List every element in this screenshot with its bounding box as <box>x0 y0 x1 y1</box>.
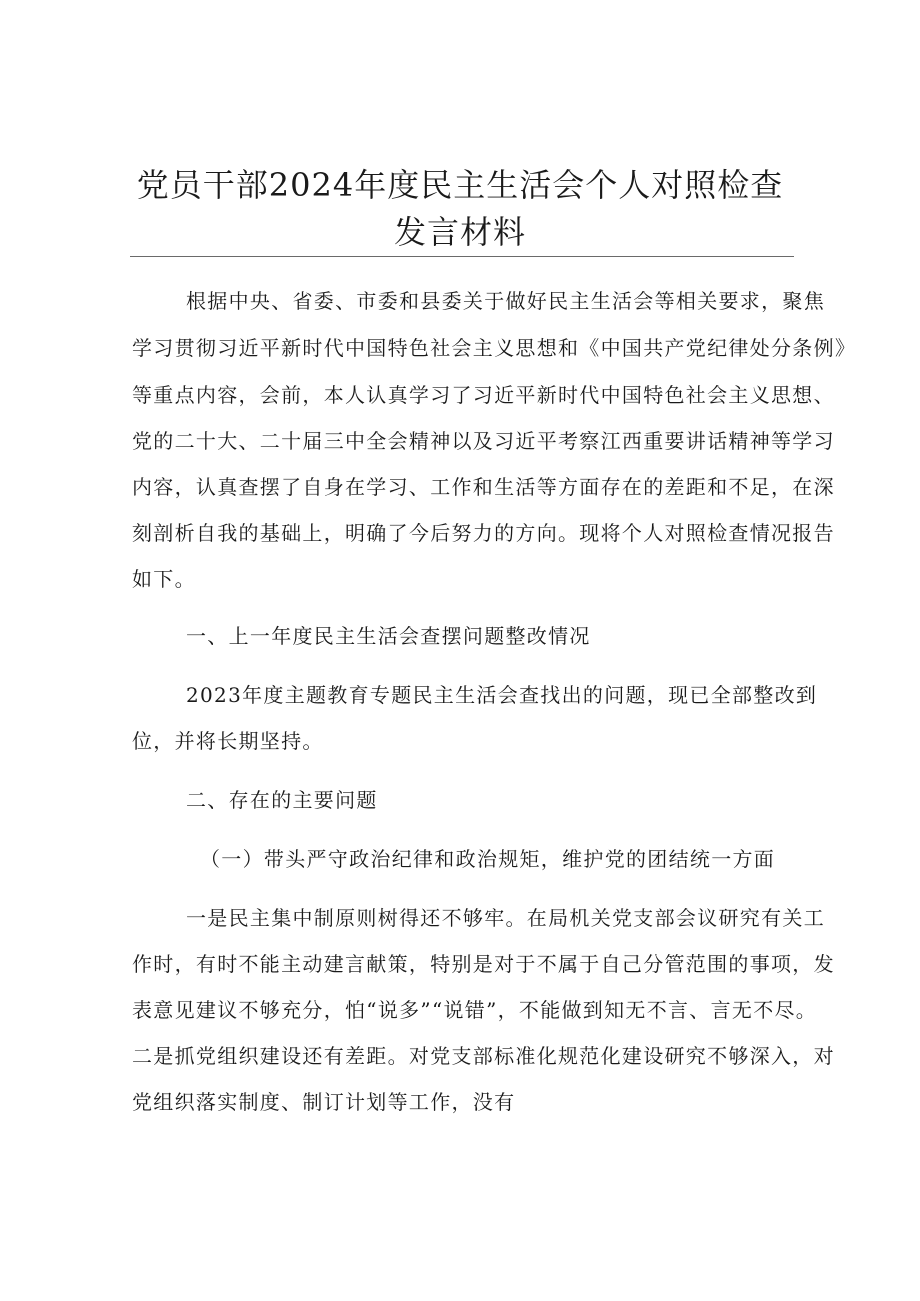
body-line: 刻剖析自我的基础上，明确了今后努力的方向。现将个人对照检查情况报告 <box>132 521 835 545</box>
body-line: 党组织落实制度、制订计划等工作，没有 <box>132 1090 516 1114</box>
subsection-heading-1: （一）带头严守政治纪律和政治规矩，维护党的团结统一方面 <box>200 847 776 871</box>
body-line: 党的二十大、二十届三中全会精神以及习近平考察江西重要讲话精神等学习 <box>132 429 835 453</box>
document-title-line-1: 党员干部2024年度民主生活会个人对照检查 <box>136 166 784 204</box>
body-line: 一是民主集中制原则树得还不够牢。在局机关党支部会议研究有关工 <box>186 906 825 930</box>
section-heading-1: 一、上一年度民主生活会查摆问题整改情况 <box>186 624 591 648</box>
document-title-line-2: 发言材料 <box>393 213 526 251</box>
body-line: 学习贯彻习近平新时代中国特色社会主义思想和《中国共产党纪律处分条例》 <box>132 336 857 360</box>
body-line: 位，并将长期坚持。 <box>132 729 324 753</box>
body-line: 2023年度主题教育专题民主生活会查找出的问题，现已全部整改到 <box>186 683 818 707</box>
body-line: 二是抓党组织建设还有差距。对党支部标准化规范化建设研究不够深入，对 <box>132 1044 835 1068</box>
body-line: 内容，认真查摆了自身在学习、工作和生活等方面存在的差距和不足，在深 <box>132 475 835 499</box>
body-line: 等重点内容，会前，本人认真学习了习近平新时代中国特色社会主义思想、 <box>132 383 835 407</box>
body-line: 作时，有时不能主动建言献策，特别是对于不属于自己分管范围的事项，发 <box>132 952 835 976</box>
body-line: 表意见建议不够充分，怕“说多”“说错”，不能做到知无不言、言无不尽。 <box>132 998 818 1022</box>
body-line: 根据中央、省委、市委和县委关于做好民主生活会等相关要求，聚焦 <box>186 289 825 313</box>
section-heading-2: 二、存在的主要问题 <box>186 788 378 812</box>
title-divider <box>130 256 794 257</box>
body-line: 如下。 <box>132 567 196 591</box>
